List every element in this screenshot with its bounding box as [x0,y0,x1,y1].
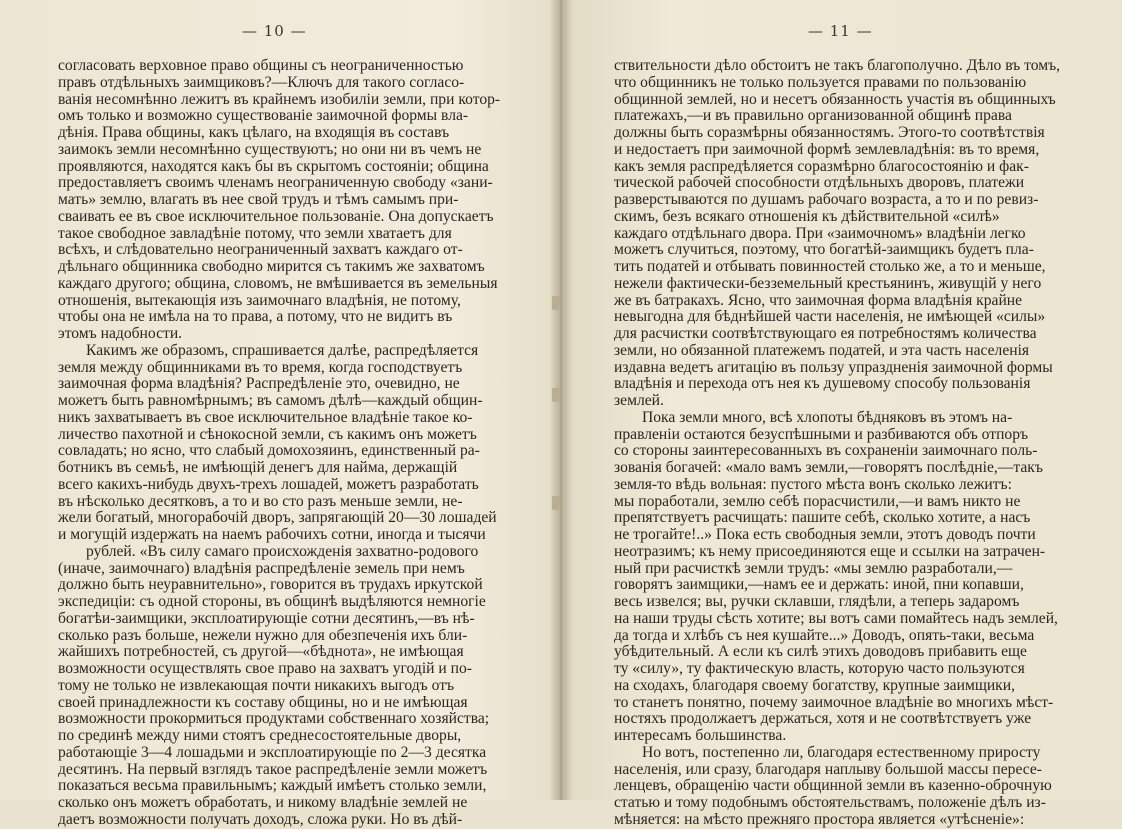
text-line: землей. [614,392,664,409]
text-line: жайшихъ потребностей, съ другой—«бѣднота», не имѣющая [58,643,464,661]
text-line: препятствуетъ расчищать: пашите себѣ, сколько хотите, а насъ [614,509,1031,527]
text-line: десятинъ. На первый взглядъ такое распредѣленіе земли можетъ [58,760,488,778]
text-line: нежели фактически-безземельный крестьянинъ, живущій у него [614,274,1042,292]
text-line: чтобы она не имѣла на то права, а потому, что не видитъ въ [58,308,453,326]
text-line: интересамъ большинства. [614,727,787,744]
text-line: что общинникъ не только пользуется правами по пользованію [614,73,1027,91]
text-line: неотразимъ; къ нему присоединяются еще и ссылки на затрачен- [614,542,1046,560]
text-line: тической рабочей способности отдѣльныхъ дворовъ, платежи [614,174,1025,192]
text-line: богатѣи-заимщики, эксплоатирующіе сотни десятинъ,—въ нѣ- [58,609,475,627]
text-line: платежахъ,—и въ правильно организованной общинѣ права [614,107,1012,125]
text-line: мы поработали, землю себѣ порасчистили,—и вамъ никто не [614,492,1021,510]
text-line: издавна ведетъ агитацію въ пользу упраздненія заимочной формы [614,358,1053,376]
text-line: мѣняется: на мѣсто прежняго простора является «утѣсненіе»: [614,810,1025,828]
right-page [562,0,1122,828]
text-line: этомъ надобности. [58,325,183,342]
binding-mark [552,496,560,510]
text-line: возможности прокормиться продуктами собственнаго хозяйства; [58,710,490,728]
text-line: общинной землей, но и несетъ обязанность участія въ общинныхъ [614,90,1056,108]
text-line: мать» землю, влагать въ нее свой трудъ и тѣмъ самымъ при- [58,191,459,208]
text-line: рублей. «Въ силу самаго происхожденія захватно-родового [86,542,479,560]
text-line: возможности осуществлять свое право на захватъ угодій и по- [58,660,472,677]
text-line: даетъ возможности получать доходъ, сложа руки. Но въ дѣй- [58,810,463,828]
text-line: на сходахъ, благодаря своему богатству, крупные заимщики, [614,676,1015,694]
text-line: ный при расчисткѣ земли трудъ: «мы землю разработали,— [614,559,1013,577]
text-line: разверстываются по душамъ рабочаго возраста, а то и по ревиз- [614,191,1039,208]
text-line: въ нѣсколько десятковъ, а то и во сто разъ меньше земли, не- [58,492,463,510]
text-line: сваивать ее въ свое исключительное пользованіе. Она допускаетъ [58,207,494,225]
text-line: зованія богачей: «мало вамъ земли,—говорятъ послѣдніе,—такъ [614,459,1043,476]
text-line: да тогда и хлѣбъ съ нея кушайте...» Доводъ, опять-таки, весьма [614,626,1035,644]
text-line: всѣхъ, и слѣдовательно неограниченный захватъ каждаго от- [58,241,463,259]
text-line: тить податей и отбывать повинностей столько же, а то и меньше, [614,258,1046,275]
page-number-right: — 11 — [808,22,873,40]
text-line: по срединѣ между ними стоятъ среднесостоятельные дворы, [58,727,462,744]
right-page-text [614,57,1061,829]
text-line: никъ захватываетъ въ свое исключительное владѣніе такое ко- [58,408,473,426]
left-page-text [58,57,501,829]
text-line: дѣнія. Права общины, какъ цѣлаго, на входящія въ составъ [58,124,450,141]
page-number-left: — 10 — [242,22,307,40]
text-line: какъ земля распредѣляется соразмѣрно благосостоянію и фак- [614,157,1029,175]
text-line: всего какихъ-нибудь двухъ-трехъ лошадей, можетъ разработать [58,475,479,493]
text-line: Какимъ же образомъ, спрашивается далѣе, распредѣляется [86,341,479,359]
text-line: заимочная форма владѣнія? Распредѣленіе это, очевидно, не [58,375,460,393]
text-line: сколько онъ можетъ обработать, и никому владѣніе землей не [58,794,468,811]
text-line: статью и тому подобнымъ обстоятельствамъ, положеніе дѣлъ из- [614,794,1046,811]
binding-mark [552,296,560,310]
text-line: дѣльнаго общинника свободно мирится съ такимъ же захватомъ [58,258,485,275]
text-line: жели богатый, многорабочій дворъ, запрягающій 20—30 лошадей [58,509,497,527]
text-line: со стороны заинтересованныхъ въ сохраненіи заимочнаго поль- [614,442,1038,460]
text-line: же въ батракахъ. Ясно, что заимочная форма владѣнія крайне [614,291,1023,309]
text-line: ванія несомнѣнно лежитъ въ крайнемъ изобиліи земли, при котор- [58,90,501,108]
text-line: скимъ, безъ всякаго отношенія къ дѣйствительной «силѣ» [614,207,1000,225]
text-line: можетъ случиться, поэтому, что богатѣй-заимщикъ будетъ пла- [614,241,1034,259]
binding-mark [552,388,560,402]
text-line: каждаго другого; община, словомъ, не вмѣшивается въ земельныя [58,274,498,292]
text-line: ностяхъ продолжаетъ держаться, хотя и не соотвѣтствуетъ уже [614,710,1032,728]
text-line: ствительности дѣло обстоитъ не такъ благополучно. Дѣло въ томъ, [614,57,1061,74]
text-line: то станетъ понятно, почему заимочное владѣніе во многихъ мѣст- [614,693,1054,711]
text-line: тому не только не извлекающая почти никакихъ выгодъ отъ [58,676,455,694]
text-line: земли, но обязанной платежемъ податей, и эта часть населенія [614,341,1030,359]
text-line: правъ отдѣльныхъ заимщиковъ?—Ключъ для такого согласо- [58,73,465,91]
text-line: ленцевъ, обращенію части общинной земли въ казенно-оброчную [614,777,1052,795]
text-line: совладать; но ясно, что слабый домохозяинъ, единственный ра- [58,442,480,460]
text-line: каждаго отдѣльнаго двора. При «заимочномъ» владѣніи легко [614,224,1026,242]
text-line: не трогайте!..» Пока есть свободныя земли, этотъ доводъ почти [614,526,1036,543]
text-line: правленіи остаются безуспѣшными и разбиваются объ отпоръ [614,425,1029,443]
text-line: согласовать верховное право общины съ неограниченностью [58,57,464,74]
text-line: отношенія, вытекающія изъ заимочнаго владѣнія, не потому, [58,291,461,309]
text-line: земля-то вѣдь вольная: пустого мѣста вонъ сколько лежитъ: [614,475,1012,493]
left-page [0,0,560,828]
text-line: ботникъ въ семьѣ, не имѣющій денегъ для найма, держащій [58,459,458,476]
text-line: омъ только и возможно существованіе заимочной формы вла- [58,107,469,125]
text-line: и недостаетъ при заимочной формѣ землевладѣнія: въ то время, [614,140,1040,158]
text-line: владѣнія и перехода отъ нея къ душевому способу пользованія [614,375,1031,393]
text-line: должны быть соразмѣрны обязанностямъ. Этого-то соотвѣтствія [614,124,1045,141]
text-line: Пока земли много, всѣ хлопоты бѣдняковъ въ этомъ на- [642,408,1013,426]
text-line: сколько разъ больше, нежели нужно для обезпеченія ихъ бли- [58,626,468,644]
text-line: ту «силу», ту фактическую власть, которую часто пользуются [614,660,1025,677]
text-line: говорятъ заимщики,—намъ ее и держать: иной, пни копавши, [614,576,1024,594]
text-line: предоставляетъ своимъ членамъ неограниченную свободу «зани- [58,174,493,192]
text-line: населенія, или сразу, благодаря наплыву большой массы пересе- [614,760,1043,778]
text-line: личество пахотной и сѣнокосной земли, съ какимъ онъ можетъ [58,425,477,443]
text-line: такое свободное завладѣніе потому, что земли хватаетъ для [58,224,452,242]
text-line: заимокъ земли несомнѣнно существуютъ; но они ни въ чемъ не [58,140,482,158]
text-line: показаться весьма правильнымъ; каждый имѣетъ столько земли, [58,777,487,795]
text-line: и могущій издержать на наемъ рабочихъ сотни, иногда и тысячи [58,526,486,543]
text-line: невыгодна для бѣднѣйшей части населенія, не имѣющей «силы» [614,308,1046,326]
text-line: (иначе, заимочнаго) владѣнія распредѣленіе земель при немъ [58,559,465,577]
text-line: экспедиціи: съ одной стороны, въ общинѣ выдѣляются немногіе [58,593,486,610]
text-line: убѣдительный. А если къ силѣ этихъ доводовъ прибавить еще [614,643,1027,661]
text-line: весь извелся; вы, ручки склавши, глядѣли, а теперь задаромъ [614,593,1020,610]
text-line: земля между общинниками въ то время, когда господствуетъ [58,358,463,376]
text-line: работающіе 3—4 лошадьми и эксплоатирующіе по 2—3 десятка [58,743,487,761]
text-line: можетъ быть равномѣрнымъ; въ самомъ дѣлѣ—каждый общин- [58,392,483,409]
text-line: своей принадлежности къ составу общины, но и не имѣющая [58,693,468,711]
text-line: на наши труды сѣсть хотите; вы вотъ сами помайтесь надъ землей, [614,609,1058,627]
text-line: должно быть неуравнительно», говорится въ трудахъ иркутской [58,576,483,594]
text-line: для расчистки соотвѣтствующаго ея потребностямъ количества [614,325,1037,342]
text-line: Но вотъ, постепенно ли, благодаря естественному приросту [642,743,1041,761]
text-line: проявляются, находятся какъ бы въ скрытомъ состояніи; община [58,157,489,175]
